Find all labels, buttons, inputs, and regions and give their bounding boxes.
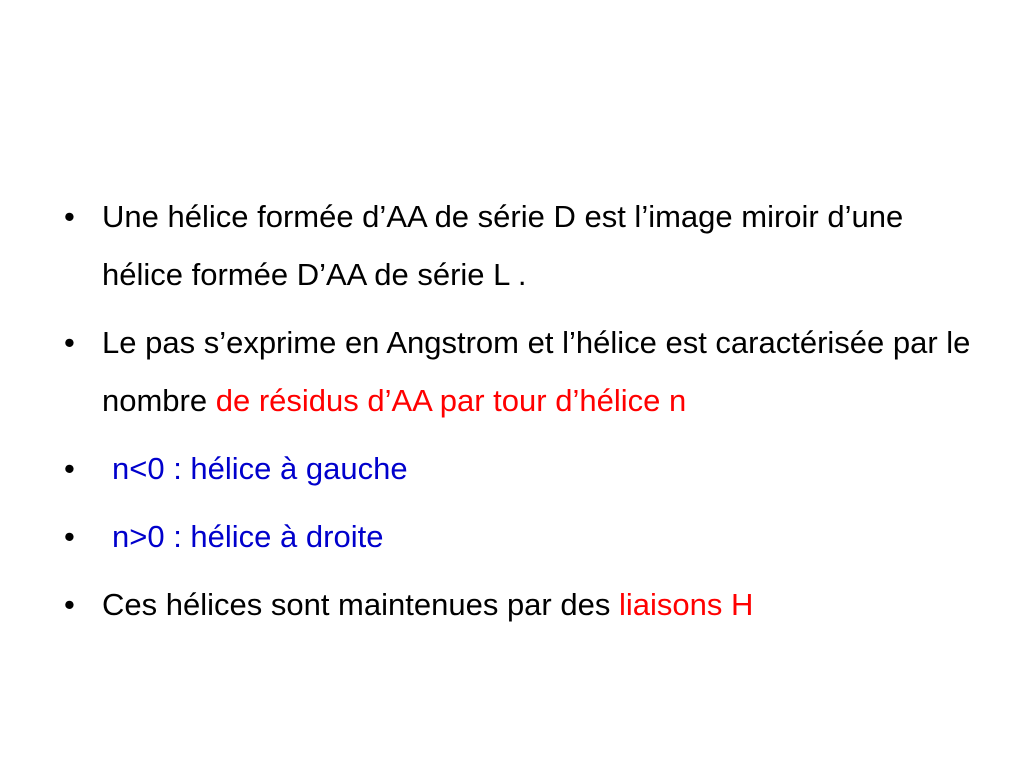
bullet-dot-icon: • [64, 325, 75, 360]
bullet-blue-text: n>0 : hélice à droite [112, 519, 384, 554]
bullet-dot-icon: • [64, 587, 75, 622]
bullet-text: Le pas s’exprime en Angstrom et l’hélice est caractérisée par le nombre [102, 325, 971, 418]
bullet-blue-text: n<0 : hélice à gauche [112, 451, 408, 486]
bullet-dot-icon: • [64, 451, 75, 486]
bullet-item-4 [60, 508, 980, 566]
bullet-highlight-text: de résidus d’AA par tour d’hélice n [215, 383, 687, 418]
bullet-highlight-text: liaisons H [618, 587, 754, 622]
bullet-item-3 [60, 440, 980, 498]
bullet-list [60, 188, 980, 644]
bullet-item-5 [60, 576, 980, 634]
bullet-item-2 [60, 314, 980, 430]
bullet-dot-icon: • [64, 519, 75, 554]
bullet-dot-icon: • [64, 199, 75, 234]
bullet-text: Ces hélices sont maintenues par des [102, 587, 619, 622]
bullet-text: Une hélice formée d’AA de série D est l’image miroir d’une hélice formée D’AA de série L . [102, 199, 904, 292]
bullet-item-1 [60, 188, 980, 304]
